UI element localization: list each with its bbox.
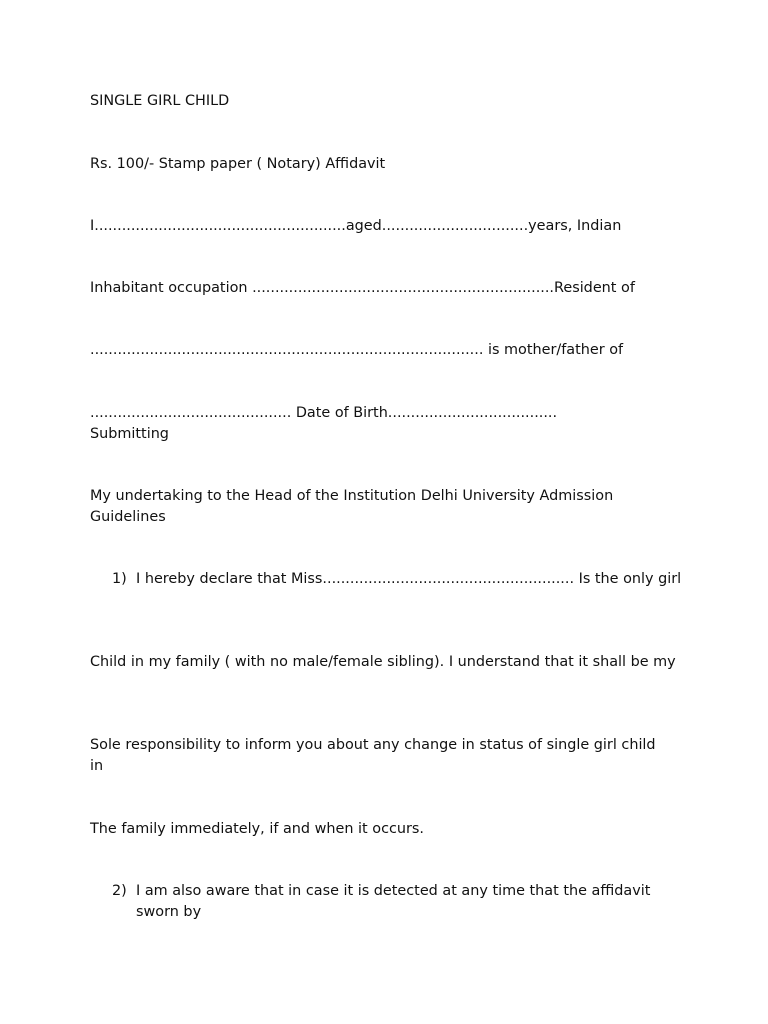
submitting-line: Submitting	[90, 426, 169, 442]
list-item-1	[112, 569, 682, 590]
document-title: SINGLE GIRL CHILD	[90, 93, 230, 109]
undertaking-line: My undertaking to the Head of the Institution Delhi University Admission Guidelines	[90, 488, 614, 525]
sole-responsibility-line: Sole responsibility to inform you about any change in status of single girl child in	[90, 737, 656, 774]
occupation-line: Inhabitant occupation ..................................................................Resident of	[90, 280, 635, 296]
name-age-line: I.......................................................aged................................years, Indian	[90, 218, 622, 234]
list-text: I am also aware that in case it is detected at any time that the affidavit sworn by	[136, 883, 651, 920]
date-of-birth-line: ............................................ Date of Birth.....................................	[90, 405, 558, 421]
list-number: 2)	[112, 883, 127, 899]
list-number: 1)	[112, 571, 127, 587]
list-text: I hereby declare that Miss....................................................... Is the only girl	[136, 571, 682, 587]
child-in-family-line: Child in my family ( with no male/female sibling). I understand that it shall be my	[90, 654, 676, 670]
list-item-2	[112, 881, 682, 923]
stamp-paper-line: Rs. 100/- Stamp paper ( Notary) Affidavit	[90, 156, 386, 172]
family-immediately-line: The family immediately, if and when it occurs.	[90, 821, 425, 837]
resident-line: ...................................................................................... is mother/father of	[90, 342, 624, 358]
